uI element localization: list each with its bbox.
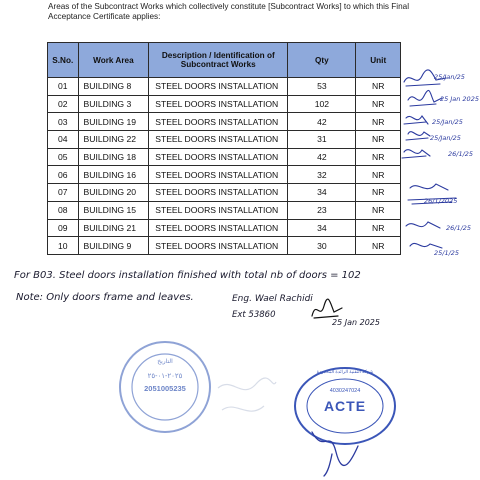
acte-signature bbox=[302, 424, 372, 478]
description-cell: STEEL DOORS INSTALLATION bbox=[149, 78, 288, 96]
table-row bbox=[48, 219, 401, 237]
col-header-work-area: Work Area bbox=[78, 43, 149, 78]
description-cell: STEEL DOORS INSTALLATION bbox=[149, 184, 288, 202]
unit-cell: NR bbox=[356, 113, 401, 131]
qty-cell: 53 bbox=[288, 78, 356, 96]
row-sign-date: 25/Jan/25 bbox=[434, 73, 465, 81]
sno-cell: 07 bbox=[48, 184, 79, 202]
col-header-sno: S.No. bbox=[48, 43, 79, 78]
work-area-cell: BUILDING 3 bbox=[78, 95, 149, 113]
sno-cell: 10 bbox=[48, 237, 79, 255]
table-row bbox=[48, 131, 401, 149]
handwritten-note-line1: For B03. Steel doors installation finished with total nb of doors = 102 bbox=[14, 270, 361, 281]
unit-cell: NR bbox=[356, 95, 401, 113]
description-cell: STEEL DOORS INSTALLATION bbox=[149, 237, 288, 255]
table-header-row bbox=[48, 43, 401, 78]
signature-mark bbox=[406, 132, 430, 140]
unit-cell: NR bbox=[356, 78, 401, 96]
qty-cell: 34 bbox=[288, 219, 356, 237]
row-sign-date: 26/1/2025 bbox=[424, 197, 458, 205]
left-stamp-number: 2051005235 bbox=[144, 384, 186, 393]
acte-stamp-arabic: شركة التقنية الرائدة المحدودة bbox=[316, 369, 374, 374]
qty-cell: 42 bbox=[288, 113, 356, 131]
table-row bbox=[48, 184, 401, 202]
sno-cell: 05 bbox=[48, 148, 79, 166]
qty-cell: 23 bbox=[288, 201, 356, 219]
qty-cell: 102 bbox=[288, 95, 356, 113]
signature-mark bbox=[410, 184, 448, 190]
sno-cell: 03 bbox=[48, 113, 79, 131]
qty-cell: 32 bbox=[288, 166, 356, 184]
qty-cell: 31 bbox=[288, 131, 356, 149]
table-row bbox=[48, 78, 401, 96]
work-area-cell: BUILDING 18 bbox=[78, 148, 149, 166]
sno-cell: 02 bbox=[48, 95, 79, 113]
sno-cell: 04 bbox=[48, 131, 79, 149]
col-header-qty: Qty bbox=[288, 43, 356, 78]
row-sign-date: 26/1/25 bbox=[446, 224, 472, 232]
signature-mark bbox=[402, 150, 430, 158]
sno-cell: 06 bbox=[48, 166, 79, 184]
table-row bbox=[48, 113, 401, 131]
description-cell: STEEL DOORS INSTALLATION bbox=[149, 219, 288, 237]
engineer-name: Eng. Wael Rachidi bbox=[232, 294, 313, 304]
work-area-cell: BUILDING 8 bbox=[78, 78, 149, 96]
unit-cell: NR bbox=[356, 237, 401, 255]
unit-cell: NR bbox=[356, 166, 401, 184]
row-sign-date: 25/1/25 bbox=[434, 249, 460, 257]
unit-cell: NR bbox=[356, 131, 401, 149]
engineer-ext: Ext 53860 bbox=[232, 310, 276, 320]
works-table bbox=[47, 42, 401, 255]
signature-mark bbox=[410, 243, 442, 248]
description-cell: STEEL DOORS INSTALLATION bbox=[149, 166, 288, 184]
signature-mark bbox=[404, 116, 428, 124]
work-area-cell: BUILDING 22 bbox=[78, 131, 149, 149]
row-sign-date: 25/Jan/25 bbox=[432, 118, 463, 126]
work-area-cell: BUILDING 20 bbox=[78, 184, 149, 202]
row-sign-date: 25/Jan/25 bbox=[430, 134, 461, 142]
work-area-cell: BUILDING 19 bbox=[78, 113, 149, 131]
work-area-cell: BUILDING 9 bbox=[78, 237, 149, 255]
left-stamp-date: ٢٠٢٥-٠١-٢٥ bbox=[147, 373, 183, 380]
col-header-description: Description / Identification of Subcontract Works bbox=[149, 43, 288, 78]
table-row bbox=[48, 95, 401, 113]
row-sign-date: 26/1/25 bbox=[448, 150, 474, 158]
description-cell: STEEL DOORS INSTALLATION bbox=[149, 131, 288, 149]
sno-cell: 08 bbox=[48, 201, 79, 219]
table-row bbox=[48, 166, 401, 184]
description-cell: STEEL DOORS INSTALLATION bbox=[149, 113, 288, 131]
table-row bbox=[48, 237, 401, 255]
description-cell: STEEL DOORS INSTALLATION bbox=[149, 148, 288, 166]
qty-cell: 42 bbox=[288, 148, 356, 166]
unit-cell: NR bbox=[356, 184, 401, 202]
unit-cell: NR bbox=[356, 148, 401, 166]
sno-cell: 01 bbox=[48, 78, 79, 96]
table-row bbox=[48, 148, 401, 166]
acte-stamp-number: 4030247024 bbox=[329, 388, 361, 394]
unit-cell: NR bbox=[356, 201, 401, 219]
intro-paragraph: Areas of the Subcontract Works which collectively constitute [Subcontract Works] to which this Final Acceptance Certificate applies: bbox=[48, 2, 410, 21]
qty-cell: 30 bbox=[288, 237, 356, 255]
sno-cell: 09 bbox=[48, 219, 79, 237]
description-cell: STEEL DOORS INSTALLATION bbox=[149, 201, 288, 219]
engineer-sign-date: 25 Jan 2025 bbox=[332, 318, 380, 327]
left-stamp-date-label: التاريخ bbox=[157, 359, 173, 365]
signature-mark bbox=[406, 222, 440, 228]
description-cell: STEEL DOORS INSTALLATION bbox=[149, 95, 288, 113]
handwritten-note-line2: Note: Only doors frame and leaves. bbox=[16, 292, 194, 303]
acte-logo: ACTE bbox=[323, 398, 367, 414]
signature-mark bbox=[408, 90, 442, 106]
unit-cell: NR bbox=[356, 219, 401, 237]
work-area-cell: BUILDING 15 bbox=[78, 201, 149, 219]
row-sign-date: 25 Jan 2025 bbox=[440, 95, 479, 103]
faded-signature bbox=[212, 370, 282, 430]
left-company-stamp bbox=[118, 340, 212, 434]
table-row bbox=[48, 201, 401, 219]
col-header-unit: Unit bbox=[356, 43, 401, 78]
qty-cell: 34 bbox=[288, 184, 356, 202]
work-area-cell: BUILDING 16 bbox=[78, 166, 149, 184]
work-area-cell: BUILDING 21 bbox=[78, 219, 149, 237]
